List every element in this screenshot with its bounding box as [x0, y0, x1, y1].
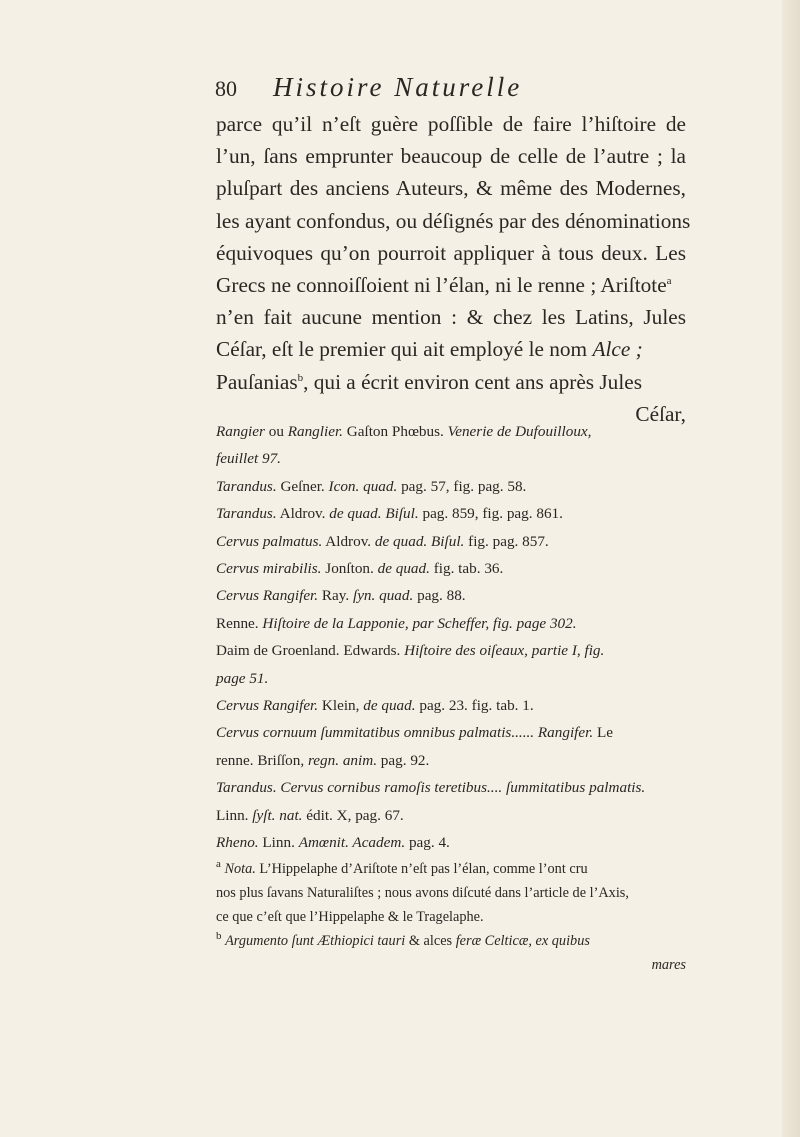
note-text: Gaſton Phœbus. [342, 423, 448, 440]
note-italic: Hiſtoire de la Lapponie, par Scheffer, fig. page 302. [262, 614, 577, 632]
note-text: pag. 88. [413, 587, 466, 605]
note-text: Daim de Groenland. Edwards. [216, 642, 405, 660]
catchword: mares [651, 956, 686, 973]
note-italic: Ranglier. [287, 423, 343, 440]
text-line: équivoques qu’on pourroit appliquer à tous deux. Les [216, 240, 686, 265]
note-text: Aldrov. [322, 532, 375, 550]
note-line [216, 637, 686, 664]
note-italic: Tarandus. Cervus cornibus ramoſis teretibus.... ſummitatibus palmatis. [216, 779, 646, 797]
note-italic: Cervus palmatus. [216, 532, 323, 550]
note-italic: Cervus Rangifer. [216, 587, 319, 605]
note-line [216, 692, 686, 719]
note-text: Jonſton. [321, 560, 378, 578]
text-line: pluſpart des anciens Auteurs, & même des Modernes, [216, 176, 686, 201]
note-italic: de quad. Biſul. [374, 532, 465, 550]
note-line [216, 719, 686, 746]
main-text [216, 108, 691, 430]
note-line [216, 582, 686, 609]
text-segment: Grecs ne connoiſſoient ni l’élan, ni le renne ; Ariſtote [216, 273, 667, 298]
note-italic: Rheno. [216, 834, 259, 852]
note-text: Renne. [216, 614, 263, 632]
footnote-mark: b [216, 929, 222, 942]
note-text: pag. 92. [377, 751, 430, 769]
note-line [216, 418, 686, 445]
note-text: ou [264, 423, 288, 440]
note-text: pag. 859, fig. pag. 861. [418, 505, 563, 523]
note-italic: Icon. quad. [328, 477, 398, 495]
note-text: pag. 57, fig. pag. 58. [397, 477, 527, 495]
note-italic: Rangifer. [534, 724, 594, 742]
note-line [216, 500, 686, 527]
note-italic: Amœnit. Academ. [298, 834, 406, 852]
footnote-line [216, 929, 686, 953]
note-italic: de quad. [363, 697, 416, 715]
footnote-line [216, 857, 686, 881]
note-text: Le [593, 724, 613, 742]
note-text: L’Hippelaphe d’Ariſtote n’eſt pas l’élan, comme l’ont cru [255, 860, 588, 877]
note-text: fig. pag. 857. [464, 532, 549, 550]
note-text: Linn. [258, 834, 299, 852]
note-line [216, 473, 686, 500]
running-title: Histoire Naturelle [273, 72, 523, 102]
note-italic: Hiſtoire des oiſeaux, partie I, fig. [404, 642, 605, 660]
note-italic: Rangier [216, 423, 265, 440]
note-italic: Cervus mirabilis. [216, 560, 322, 578]
note-italic: de quad. [377, 560, 430, 578]
note-italic: ſyn. quad. [352, 587, 414, 605]
text-line [216, 333, 686, 365]
note-text: Ray. [318, 587, 353, 605]
footnote-b [216, 929, 686, 977]
note-text: pag. 4. [405, 834, 450, 852]
footnote-line: nos plus ſavans Naturaliſtes ; nous avons diſcuté dans l’article de l’Axis, [216, 884, 629, 901]
footnote-line: ce que c’eſt que l’Hippelaphe & le Tragelaphe. [216, 908, 484, 925]
note-line [216, 747, 686, 774]
note-text: fig. tab. 36. [429, 560, 504, 578]
note-italic: de quad. Biſul. [329, 505, 419, 523]
note-italic: Cervus cornuum ſummitatibus omnibus palmatis...... [216, 724, 535, 742]
note-italic: Argumento ſunt Æthiopici tauri [225, 932, 406, 949]
text-line: n’en fait aucune mention : & chez les Latins, Jules [216, 305, 686, 330]
note-italic: ſyſt. nat. [252, 806, 303, 824]
note-text: édit. X, pag. 67. [302, 806, 404, 824]
note-text: renne. Briſſon, [216, 751, 308, 769]
note-text: Geſner. [276, 477, 329, 495]
footnote-mark: a [216, 857, 221, 870]
note-text: pag. 23. fig. tab. 1. [415, 697, 534, 715]
note-line [216, 665, 686, 692]
note-text: Linn. [216, 806, 253, 824]
note-text: Klein, [318, 697, 364, 715]
note-italic: Venerie de Dufouilloux, [447, 423, 592, 440]
note-italic: page 51. [216, 669, 269, 687]
note-text: Aldrov. [276, 505, 330, 523]
footnote-catchword [216, 953, 686, 977]
note-line [216, 555, 686, 582]
footnote-ref-b: b [297, 371, 304, 384]
page-edge [782, 0, 800, 1137]
text-segment: Céſar, eſt le premier qui ait employé le nom [216, 337, 593, 362]
text-line: Céſar, [635, 401, 686, 426]
note-italic: Nota. [224, 860, 256, 877]
note-line [216, 528, 686, 555]
note-italic: Tarandus. [216, 505, 277, 523]
synonymy-notes [216, 418, 686, 977]
note-italic: regn. anim. [307, 751, 377, 769]
text-line: l’un, ſans emprunter beaucoup de celle de l’autre ; la [216, 144, 686, 169]
text-line [216, 269, 686, 301]
note-line [216, 774, 686, 801]
note-line [216, 829, 686, 856]
note-text: alces [423, 932, 456, 949]
text-line: parce qu’il n’eſt guère poſſible de faire l’hiſtoire de [216, 112, 686, 136]
text-segment: Pauſanias [216, 369, 298, 394]
footnote-ref-a: a [666, 274, 672, 287]
note-line [216, 610, 686, 637]
note-text: & [405, 932, 424, 949]
note-italic: feuillet 97. [216, 450, 281, 468]
note-italic: Tarandus. [216, 477, 277, 495]
page-header [215, 70, 675, 110]
note-italic: feræ Celticæ, ex quibus [455, 932, 590, 949]
text-segment: , qui a écrit environ cent ans après Jules [303, 369, 642, 394]
note-line [216, 445, 686, 472]
note-italic: Cervus Rangifer. [216, 697, 319, 715]
page-number: 80 [215, 76, 237, 101]
footnote-a [216, 857, 686, 929]
text-line [216, 366, 686, 398]
note-line [216, 802, 686, 829]
italic-term: Alce ; [592, 337, 643, 362]
text-line: les ayant confondus, ou déſignés par des dénominations [216, 208, 691, 233]
